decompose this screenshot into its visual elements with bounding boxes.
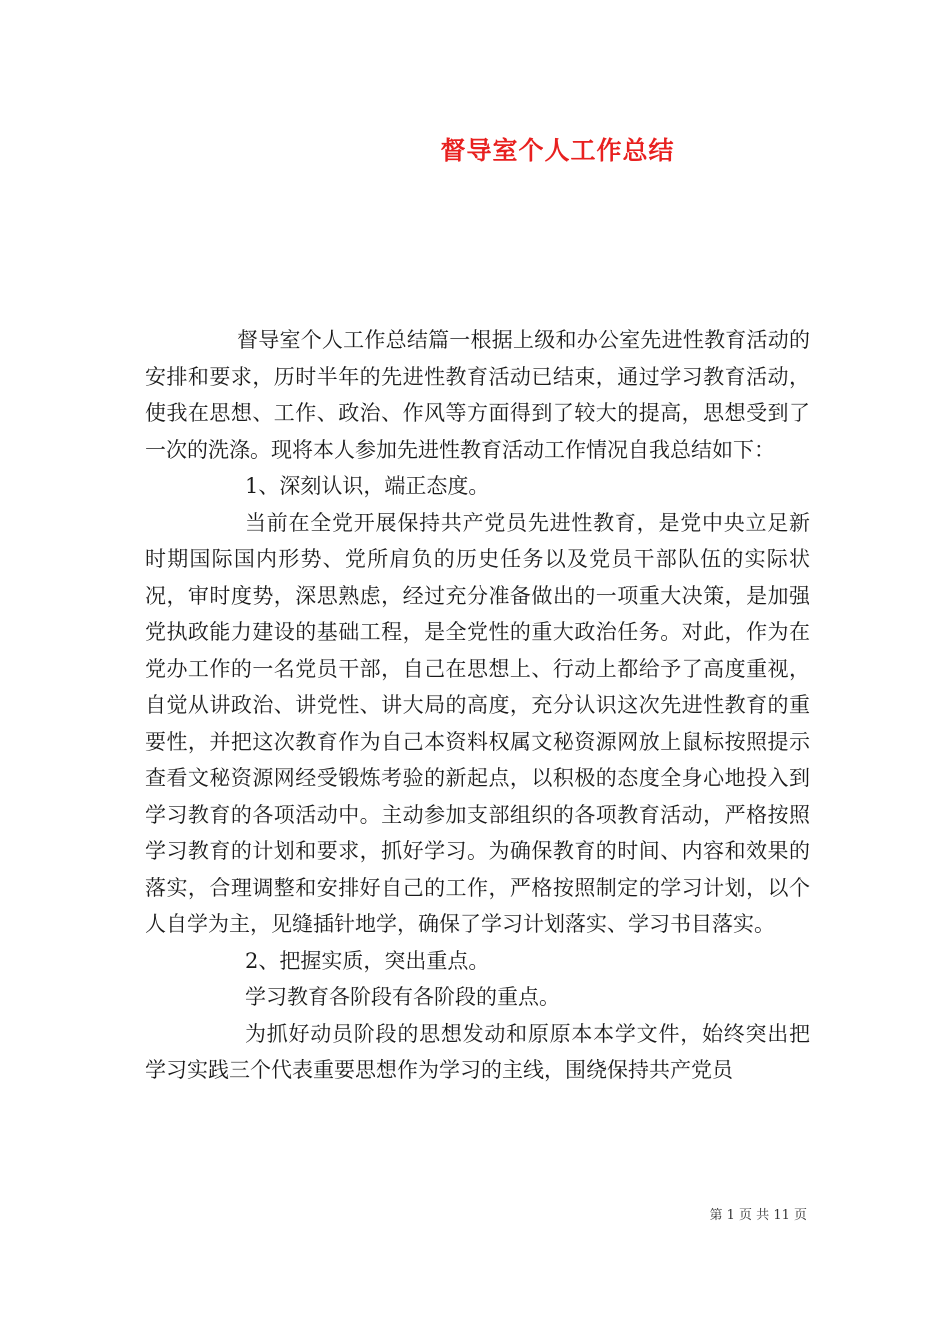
section-heading-2: 2、把握实质，突出重点。 (245, 948, 490, 973)
document-body (145, 322, 810, 1089)
paragraph-section-1: 当前在全党开展保持共产党员先进性教育，是党中央立足新时期国际国内形势、党所肩负的历史任务以及党员干部队伍的实际状况，审时度势，深思熟虑，经过充分准备做出的一项重大决策，是加强党执政能力建设的基础工程，是全党性的重大政治任务。对此，作为在党办工作的一名党员干部，自己在思想上、行动上都给予了高度重视，自觉从讲政治、讲党性、讲大局的高度，充分认识这次先进性教育的重要性，并把这次教育作为自己本资料权属文秘资源网放上鼠标按照提示查看文秘资源网经受锻炼考验的新起点，以积极的态度全身心地投入到学习教育的各项活动中。主动参加支部组织的各项教育活动，严格按照学习教育的计划和要求，抓好学习。为确保教育的时间、内容和效果的落实，合理调整和安排好自己的工作，严格按照制定的学习计划，以个人自学为主，见缝插针地学，确保了学习计划落实、学习书目落实。 (145, 510, 810, 936)
page-number: 第 1 页 共 11 页 (709, 1208, 807, 1223)
paragraph-intro: 督导室个人工作总结篇一根据上级和办公室先进性教育活动的安排和要求，历时半年的先进性教育活动已结束，通过学习教育活动，使我在思想、工作、政治、作风等方面得到了较大的提高，思想受到了一次的洗涤。现将本人参加先进性教育活动工作情况自我总结如下： (145, 328, 810, 462)
section-heading-1: 1、深刻认识，端正态度。 (245, 474, 490, 498)
page-title: 督导室个人工作总结 (440, 136, 675, 165)
paragraph-section-2: 为抓好动员阶段的思想发动和原原本本学文件，始终突出把学习实践三个代表重要思想作为学习的主线，围绕保持共产党员 (145, 1021, 810, 1082)
paragraph-section-2-lead: 学习教育各阶段有各阶段的重点。 (245, 985, 560, 1009)
